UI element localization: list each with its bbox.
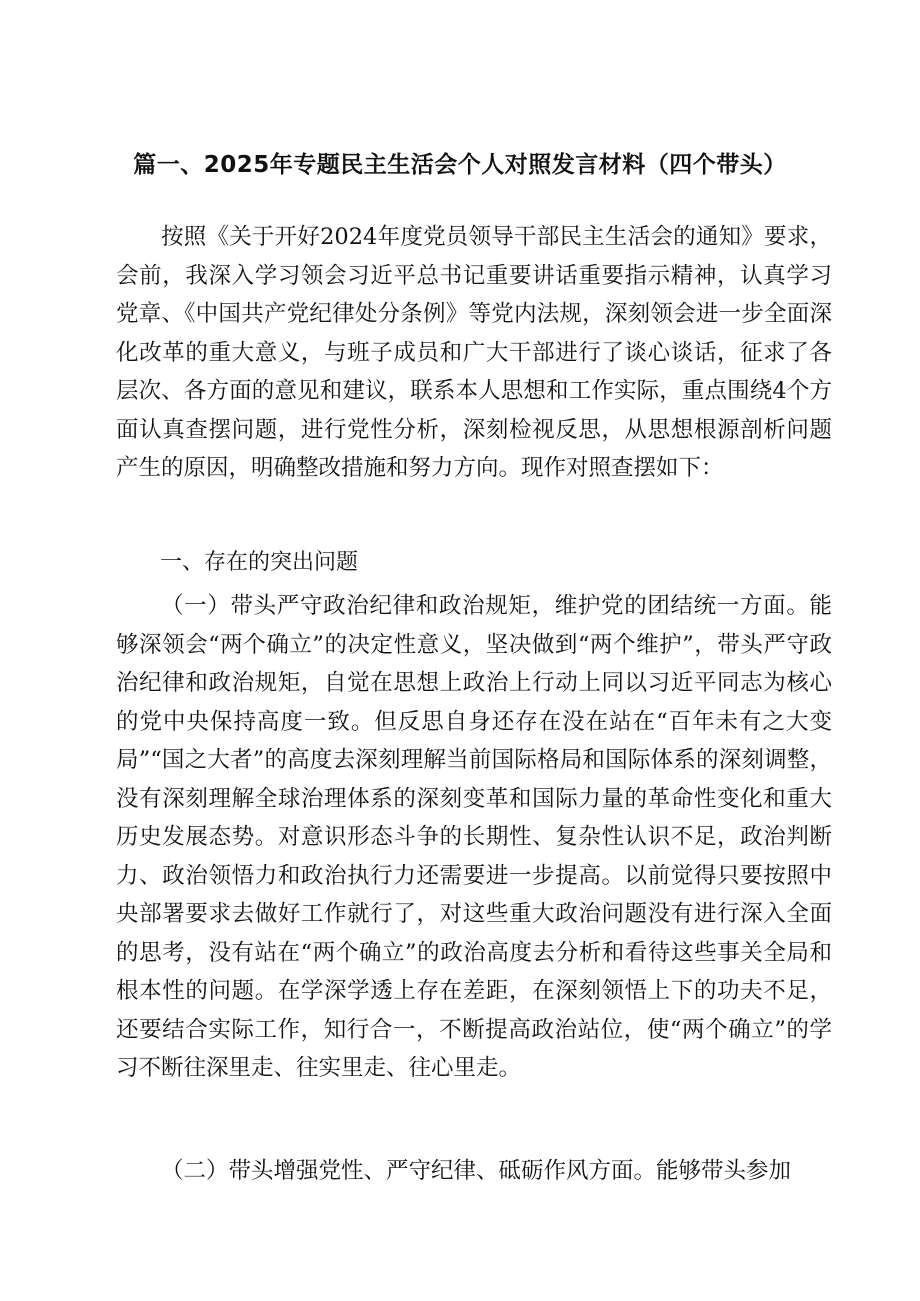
section-heading: 一、存在的突出问题 — [160, 550, 359, 575]
issue-paragraph-1: （一）带头严守政治纪律和政治规矩，维护党的团结统一方面。能够深领会“两个确立”的决定性意义，坚决做到“两个维护”，带头严守政治纪律和政治规矩，自觉在思想上政治上行动上同以习近平同志为核心的党中央保持高度一致。但反思自身还存在没在站在“百年未有之大变局”“国之大者”的高度去深刻理解当前国际格局和国际体系的深刻调整，没有深刻理解全球治理体系的深刻变革和国际力量的革命性变化和重大历史发展态势。对意识形态斗争的长期性、复杂性认识不足，政治判断力、政治领悟力和政治执行力还需要进一步提高。以前觉得只要按照中央部署要求去做好工作就行了，对这些重大政治问题没有进行深入全面的思考，没有站在“两个确立”的政治高度去分析和看待这些事关全局和根本性的问题。在学深学透上存在差距，在深刻领悟上下的功夫不足，还要结合实际工作，知行合一，不断提高政治站位，使“两个确立”的学习不断往深里走、往实里走、往心里走。 — [116, 593, 832, 1081]
document-title: 篇一、2025年专题民主生活会个人对照发言材料（四个带头） — [133, 152, 787, 178]
issue-paragraph-2: （二）带头增强党性、严守纪律、砥砺作风方面。能够带头参加 — [161, 1158, 792, 1184]
intro-paragraph: 按照《关于开好2024年度党员领导干部民主生活会的通知》要求，会前，我深入学习领会习近平总书记重要讲话重要指示精神，认真学习党章、《中国共产党纪律处分条例》等党内法规，深刻领会进一步全面深化改革的重大意义，与班子成员和广大干部进行了谈心谈话，征求了各层次、各方面的意见和建议，联系本人思想和工作实际，重点围绕4个方面认真查摆问题，进行党性分析，深刻检视反思，从思想根源剖析问题产生的原因，明确整改措施和努力方向。现作对照查摆如下： — [116, 224, 832, 481]
